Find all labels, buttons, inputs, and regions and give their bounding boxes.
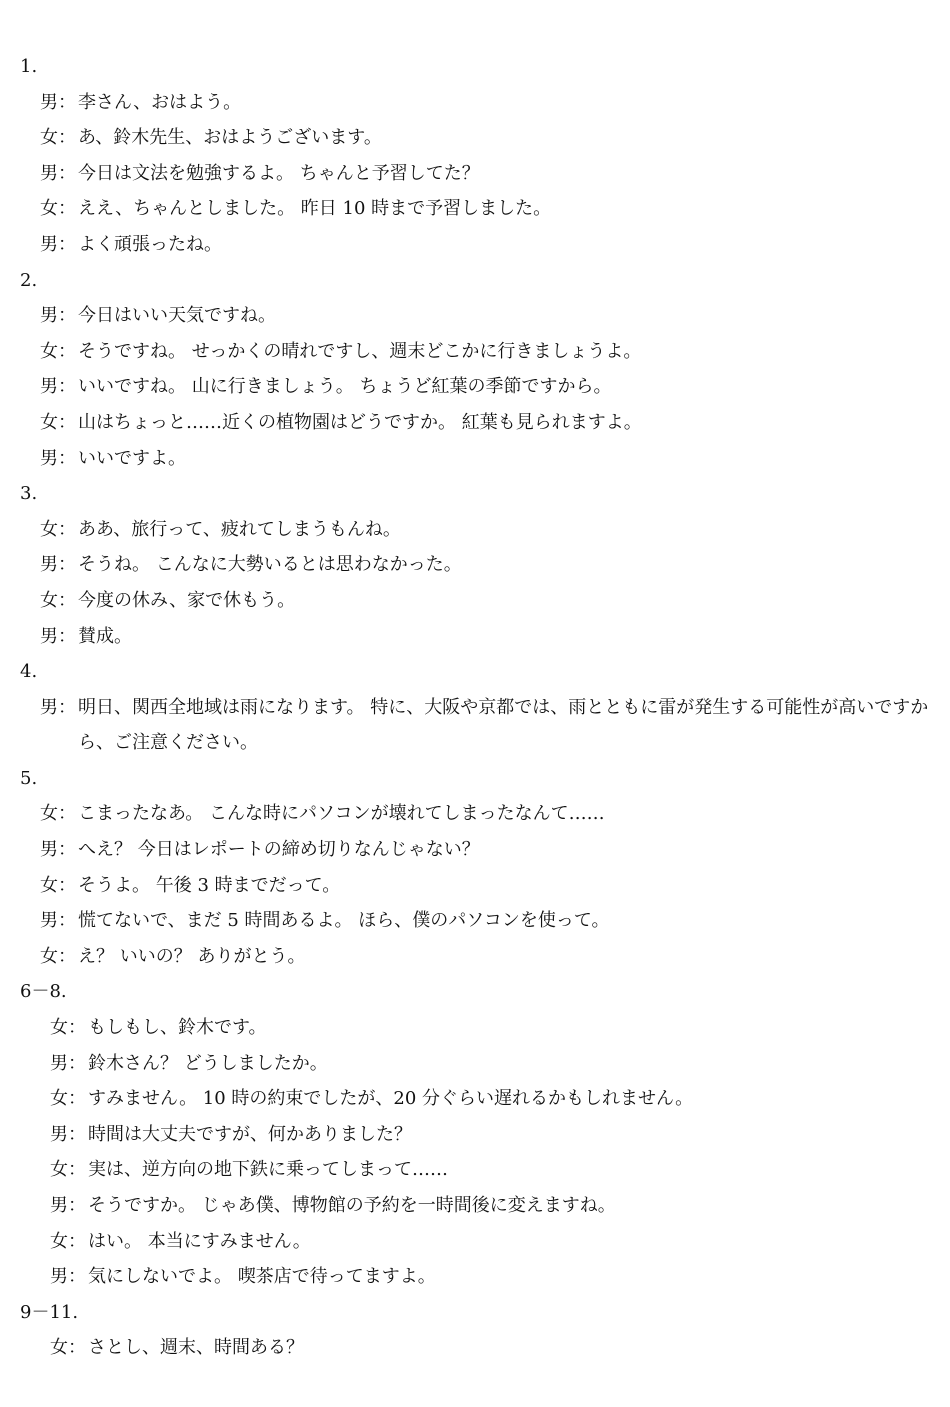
speaker-label: 男： xyxy=(40,554,76,576)
dialogue-section xyxy=(20,476,935,654)
dialogue-section xyxy=(20,49,935,263)
speech-text: え？ いいの？ ありがとう。 xyxy=(78,945,306,967)
speaker-label: 女： xyxy=(40,945,76,967)
speaker-label: 女： xyxy=(40,803,76,825)
section-number: 5. xyxy=(20,767,38,789)
dialogue-line xyxy=(20,1152,935,1188)
dialogue-transcript xyxy=(20,49,935,1366)
speech-text: こまったなあ。 こんな時にパソコンが壊れてしまったなんて…… xyxy=(78,803,605,825)
speaker-label: 男： xyxy=(40,233,76,255)
section-number: 2. xyxy=(20,269,38,291)
speaker-label: 女： xyxy=(40,340,76,362)
speaker-label: 女： xyxy=(50,1017,86,1039)
speaker-label: 男： xyxy=(40,447,76,469)
dialogue-line xyxy=(20,903,935,939)
dialogue-line xyxy=(20,298,935,334)
dialogue-line xyxy=(20,832,935,868)
speech-text: 山はちょっと……近くの植物園はどうですか。 紅葉も見られますよ。 xyxy=(78,411,642,433)
speech-text: へえ？ 今日はレポートの締め切りなんじゃない？ xyxy=(78,839,480,861)
dialogue-line xyxy=(20,690,935,761)
speech-text: 鈴木さん？ どうしましたか。 xyxy=(88,1052,328,1074)
dialogue-line xyxy=(20,227,935,263)
speaker-label: 女： xyxy=(50,1088,86,1110)
dialogue-line xyxy=(20,868,935,904)
speech-text: 今度の休み、家で休もう。 xyxy=(78,589,296,611)
speaker-label: 女： xyxy=(50,1230,86,1252)
dialogue-line xyxy=(20,1259,935,1295)
section-number: 4. xyxy=(20,661,38,683)
section-number: 6－8. xyxy=(20,981,67,1003)
speech-text: 李さん、おはよう。 xyxy=(78,91,242,113)
speaker-label: 女： xyxy=(40,198,76,220)
section-number: 3. xyxy=(20,483,38,505)
speaker-label: 男： xyxy=(40,376,76,398)
speech-text: さとし、週末、時間ある？ xyxy=(88,1337,304,1359)
dialogue-section xyxy=(20,654,935,761)
speaker-label: 男： xyxy=(40,162,76,184)
speaker-label: 女： xyxy=(40,874,76,896)
speaker-label: 女： xyxy=(40,127,76,149)
dialogue-line xyxy=(20,547,935,583)
speaker-label: 男： xyxy=(40,910,76,932)
dialogue-line xyxy=(20,1330,935,1366)
dialogue-line xyxy=(20,120,935,156)
dialogue-line xyxy=(20,369,935,405)
speech-text: もしもし、鈴木です。 xyxy=(88,1017,267,1039)
dialogue-line xyxy=(20,1046,935,1082)
speaker-label: 男： xyxy=(40,625,76,647)
speaker-label: 男： xyxy=(50,1266,86,1288)
speaker-label: 男： xyxy=(50,1052,86,1074)
dialogue-line xyxy=(20,1117,935,1153)
speaker-label: 女： xyxy=(40,589,76,611)
speech-text: よく頑張ったね。 xyxy=(78,233,222,255)
speech-text: すみません。 10 時の約束でしたが、20 分ぐらい遅れるかもしれません。 xyxy=(88,1088,694,1110)
dialogue-line xyxy=(20,405,935,441)
speaker-label: 女： xyxy=(40,411,76,433)
speech-text: 気にしないでよ。 喫茶店で待ってますよ。 xyxy=(88,1266,436,1288)
speech-text: 実は、逆方向の地下鉄に乗ってしまって…… xyxy=(88,1159,448,1181)
speech-text: あ、鈴木先生、おはようございます。 xyxy=(78,127,382,149)
speaker-label: 男： xyxy=(40,696,76,718)
section-number: 9－11. xyxy=(20,1301,79,1323)
dialogue-line xyxy=(20,1081,935,1117)
dialogue-line xyxy=(20,796,935,832)
speaker-label: 男： xyxy=(40,839,76,861)
speech-text: そうよ。 午後 3 時までだって。 xyxy=(78,874,341,896)
speaker-label: 男： xyxy=(50,1123,86,1145)
dialogue-line xyxy=(20,619,935,655)
dialogue-line xyxy=(20,191,935,227)
speaker-label: 男： xyxy=(40,305,76,327)
dialogue-line xyxy=(20,583,935,619)
speech-text: そうですか。 じゃあ僕、博物館の予約を一時間後に変えますね。 xyxy=(88,1195,616,1216)
speech-text: 今日はいい天気ですね。 xyxy=(78,305,276,327)
speech-text: そうね。 こんなに大勢いるとは思わなかった。 xyxy=(78,554,462,576)
speaker-label: 女： xyxy=(40,518,76,540)
speech-text: 慌てないで、まだ 5 時間あるよ。 ほら、僕のパソコンを使って。 xyxy=(78,910,610,932)
dialogue-section xyxy=(20,974,935,1294)
speech-text: いいですね。 山に行きましょう。 ちょうど紅葉の季節ですから。 xyxy=(78,376,612,398)
dialogue-section xyxy=(20,263,935,477)
section-number: 1. xyxy=(20,56,38,77)
speaker-label: 男： xyxy=(40,91,76,113)
speaker-label: 女： xyxy=(50,1159,86,1181)
speaker-label: 女： xyxy=(50,1337,86,1359)
speech-text: いいですよ。 xyxy=(78,447,186,469)
speaker-label: 男： xyxy=(50,1195,86,1216)
dialogue-line xyxy=(20,512,935,548)
dialogue-line xyxy=(20,1188,935,1224)
dialogue-line xyxy=(20,156,935,192)
speech-text: 時間は大丈夫ですが、何かありました？ xyxy=(88,1123,412,1145)
dialogue-line xyxy=(20,1010,935,1046)
speech-text: ああ、旅行って、疲れてしまうもんね。 xyxy=(78,518,401,540)
speech-text: 今日は文法を勉強するよ。 ちゃんと予習してた？ xyxy=(78,162,480,184)
dialogue-section xyxy=(20,761,935,975)
speech-text: 明日、関西全地域は雨になります。 特に、大阪や京都では、雨とともに雷が発生する可能性が高いですから、ご注意ください。 xyxy=(78,696,929,754)
dialogue-line xyxy=(20,939,935,975)
dialogue-line xyxy=(20,441,935,477)
dialogue-line xyxy=(20,85,935,121)
dialogue-line xyxy=(20,1224,935,1260)
dialogue-section xyxy=(20,1295,935,1366)
speech-text: 賛成。 xyxy=(78,625,132,647)
speech-text: はい。 本当にすみません。 xyxy=(88,1230,311,1252)
speech-text: そうですね。 せっかくの晴れですし、週末どこかに行きましょうよ。 xyxy=(78,340,642,362)
speech-text: ええ、ちゃんとしました。 昨日 10 時まで予習しました。 xyxy=(78,198,552,220)
dialogue-line xyxy=(20,334,935,370)
